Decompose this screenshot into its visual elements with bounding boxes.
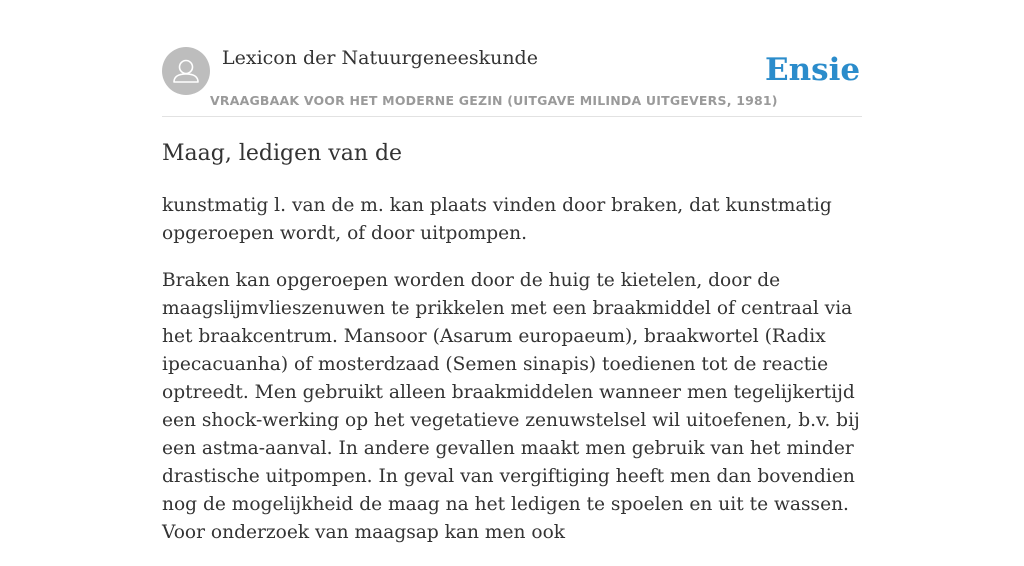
user-icon[interactable] <box>162 47 210 95</box>
entry-body <box>162 192 862 566</box>
entry-title: Maag, ledigen van de <box>162 141 403 166</box>
brand-logo[interactable]: Ensie <box>765 52 861 88</box>
source-header <box>162 46 862 117</box>
entry-paragraph: kunstmatig l. van de m. kan plaats vinden door braken, dat kunstmatig opgeroepen wordt, of door uitpompen. <box>162 195 832 244</box>
source-title[interactable]: Lexicon der Natuurgeneeskunde <box>222 47 538 69</box>
user-icon-graphic <box>162 47 210 95</box>
source-subtitle: VRAAGBAAK VOOR HET MODERNE GEZIN (UITGAVE MILINDA UITGEVERS, 1981) <box>210 93 778 108</box>
entry-paragraph: Braken kan opgeroepen worden door de huig te kietelen, door de maagslijmvlieszenuwen te prikkelen met een braakmiddel of centraal via het braakcentrum. Mansoor (Asarum europaeum), braakwortel (Radix ipecacuanha) of mosterdzaad (Semen sinapis) toedienen tot de reactie optreedt. Men gebruikt alleen braakmiddelen wanneer men tegelijkertijd een shock-werking op het vegetatieve zenuwstelsel wil uitoefenen, b.v. bij een astma-aanval. In andere gevallen maakt men gebruik van het minder drastische uitpompen. In geval van vergiftiging heeft men dan bovendien nog de mogelijkheid de maag na het ledigen te spoelen en uit te wassen. Voor onderzoek van maagsap kan men ook <box>162 270 860 543</box>
